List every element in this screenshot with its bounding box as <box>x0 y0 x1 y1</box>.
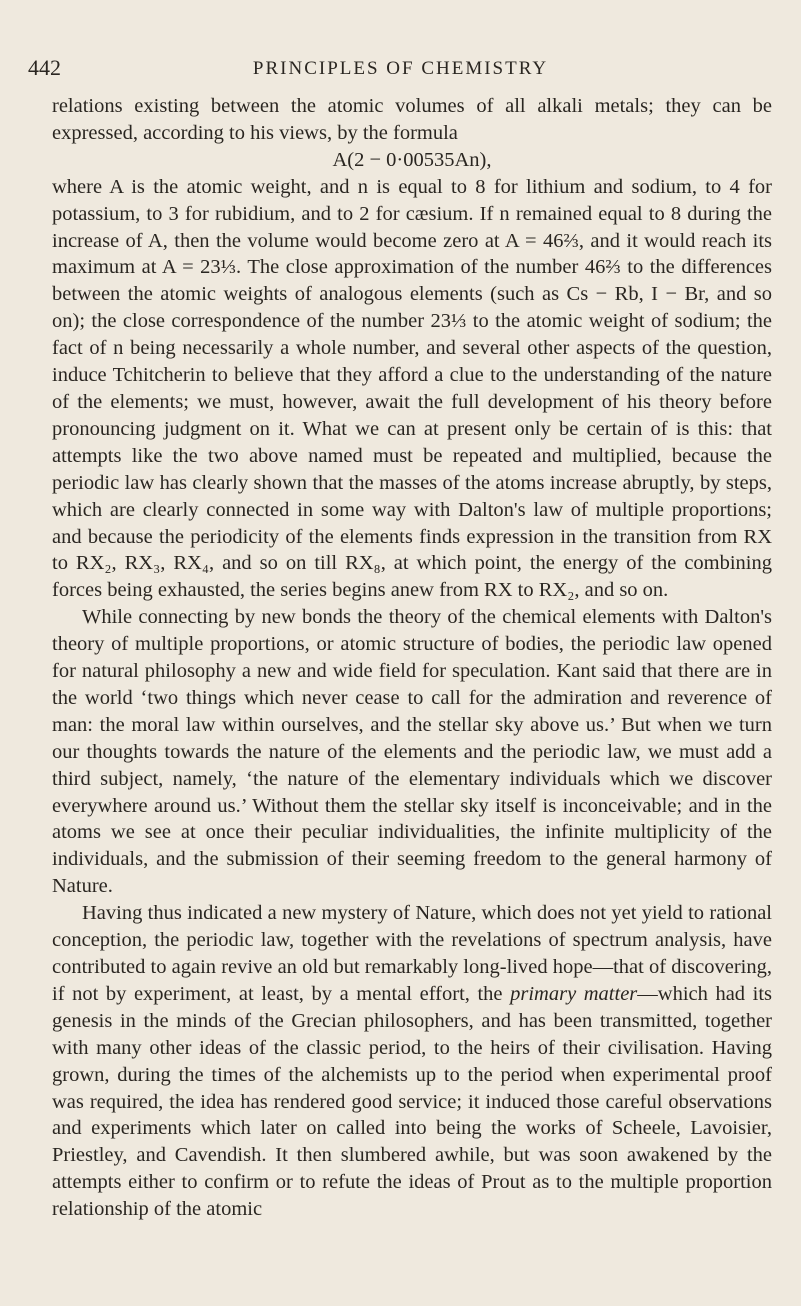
body-text <box>52 93 772 1223</box>
running-head: PRINCIPLES OF CHEMISTRY <box>252 58 549 79</box>
text-run: —which had its genesis in the minds of the Grecian philosophers, and has been transmitted, together with many other ideas of the classic period, to the heirs of their civilisation. Having grown, during the times of the alchemists up to the period when experimental proof was required, the idea has rendered good service; it induced those careful observations and experiments which later on called into being the works of Scheele, Lavoisier, Priestley, and Cavendish. It then slumbered awhile, but was soon awakened by the attempts either to confirm or to refute the ideas of Prout as to the multiple proportion relationship of the atomic <box>52 982 772 1221</box>
text-run: Having thus indicated a new mystery of Nature, which does not yet yield to rational conception, the periodic law, together with the revelations of spectrum analysis, have contributed to again revive an old but remarkably long-lived hope—that of discovering, if not by experiment, at least, by a mental effort, the <box>52 902 772 1005</box>
paragraph-primary-matter <box>52 900 772 1223</box>
paragraph-continuation: relations existing between the atomic volumes of all alkali metals; they can be expressed, according to his views, by the formula <box>52 95 772 144</box>
paragraph-kant: While connecting by new bonds the theory of the chemical elements with Dalton's theory of multiple proportions, or atomic structure of bodies, the periodic law opened for natural philosophy a new and wide field for speculation. Kant said that there are in the world ‘two things which never cease to call for the admiration and reverence of man: the moral law within ourselves, and the stellar sky above us.’ But when we turn our thoughts towards the nature of the elements and the periodic law, we must add a third subject, namely, ‘the nature of the elementary individuals which we discover everywhere around us.’ Without them the stellar sky itself is inconceivable; and in the atoms we see at once their peculiar individualities, the infinite multiplicity of the individuals, and the submission of their seeming freedom to the general harmony of Nature. <box>52 606 772 898</box>
paragraph-definition: where A is the atomic weight, and n is equal to 8 for lithium and sodium, to 4 for potassium, to 3 for rubidium, and to 2 for cæsium. If n remained equal to 8 during the increase of A, then the volume would become zero at A = 46⅔, and it would reach its maximum at A = 23⅓. The close approximation of the number 46⅔ to the differences between the atomic weights of analogous elements (such as Cs − Rb, I − Br, and so on); the close correspondence of the number 23⅓ to the atomic weight of sodium; the fact of n being necessarily a whole number, and several other aspects of the question, induce Tchitcherin to believe that they afford a clue to the understanding of the nature of the elements; we must, however, await the full development of his theory before pronouncing judgment on it. What we can at present only be certain of is this: that attempts like the two above named must be repeated and multiplied, because the periodic law has clearly shown that the masses of the atoms increase abruptly, by steps, which are clearly connected in some way with Dalton's law of multiple proportions; and because the periodicity of the elements finds expression in the transition from RX to RX₂, RX₃, RX₄, and so on till RX₈, at which point, the energy of the combining forces being exhausted, the series begins anew from RX to RX₂, and so on. <box>52 175 772 602</box>
page-number: 442 <box>28 55 61 80</box>
formula: A(2 − 0·00535An), <box>332 148 492 171</box>
emphasis-primary-matter: primary matter <box>510 982 638 1005</box>
page-header <box>28 55 773 95</box>
